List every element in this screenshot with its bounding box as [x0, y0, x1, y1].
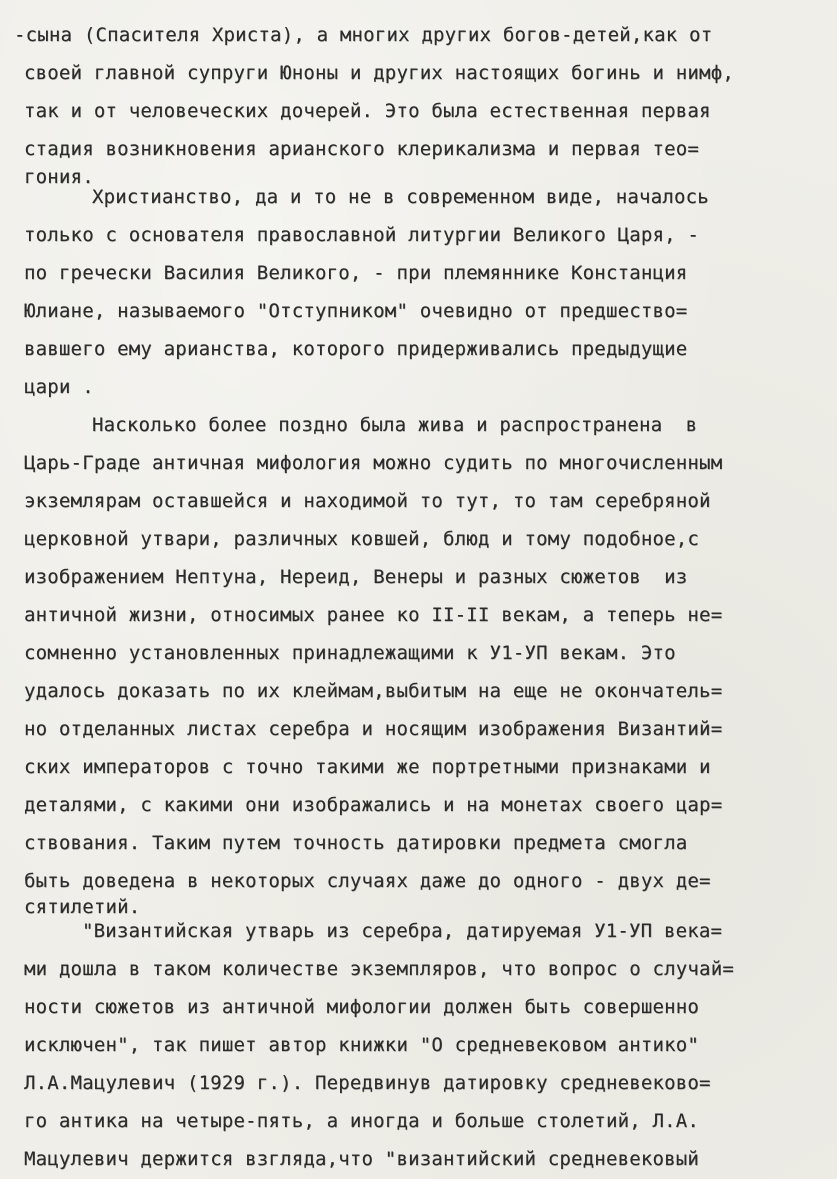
text-line: так и от человеческих дочерей. Это была естественная первая — [24, 100, 711, 122]
text-line: церковной утвари, различных ковшей, блюд и тому подобное,с — [24, 528, 700, 550]
text-line: сятилетий. — [24, 896, 141, 918]
text-line: исключен", так пишет автор книжки "О средневековом антико" — [24, 1034, 700, 1056]
text-line: удалось доказать по их клеймам,выбитым на еще не окончатель= — [24, 680, 723, 702]
text-line: ми дошла в таком количестве экземпляров, что вопрос о случай= — [24, 958, 734, 980]
text-line: Насколько более поздно была жива и распространена в — [92, 414, 698, 436]
text-line: гония. — [24, 166, 94, 188]
text-line: го антика на четыре-пять, а иногда и больше столетий, Л.А. — [24, 1110, 700, 1132]
text-line: вавшего ему арианства, которого придерживались предыдущие — [24, 338, 688, 360]
text-line: ских императоров с точно такими же портретными признаками и — [24, 756, 711, 778]
text-line: ствования. Таким путем точность датировки предмета смогла — [24, 832, 688, 854]
text-line: деталями, с какими они изображались и на монетах своего цар= — [24, 794, 723, 816]
text-line: Царь-Граде античная мифология можно судить по многочисленным — [24, 452, 723, 474]
text-line: -сына (Спасителя Христа), а многих других богов-детей,как от — [14, 24, 713, 46]
text-line: быть доведена в некоторых случаях даже до одного - двух де= — [24, 870, 711, 892]
text-line: Мацулевич держится взгляда,что "византийский средневековый — [24, 1148, 700, 1170]
text-line: Юлиане, называемого "Отступником" очевидно от предшество= — [24, 300, 688, 322]
text-line: но отделанных листах серебра и носящим изображения Византий= — [24, 718, 723, 740]
text-line: изображением Нептуна, Нереид, Венеры и разных сюжетов из — [24, 566, 688, 588]
text-line: только с основателя православной литургии Великого Царя, - — [24, 224, 700, 246]
text-line: своей главной супруги Юноны и других настоящих богинь и нимф, — [24, 62, 734, 84]
text-line: сомненно установленных принадлежащими к У1-УП векам. Это — [24, 642, 676, 664]
text-line: стадия возникновения арианского клерикализма и первая тео= — [24, 138, 700, 160]
text-line: экземлярам оставшейся и находимой то тут, то там серебряной — [24, 490, 711, 512]
text-line: цари . — [24, 376, 94, 398]
text-line: Л.А.Мацулевич (1929 г.). Передвинув датировку средневеково= — [24, 1072, 711, 1094]
text-line: ности сюжетов из античной мифологии должен быть совершенно — [24, 996, 700, 1018]
text-line: Христианство, да и то не в современном виде, началось — [92, 186, 709, 208]
text-line: по гречески Василия Великого, - при племяннике Констанция — [24, 262, 688, 284]
text-line: античной жизни, относимых ранее ко II-II векам, а теперь не= — [24, 604, 723, 626]
text-line: "Византийская утварь из серебра, датируемая У1-УП века= — [82, 920, 723, 942]
